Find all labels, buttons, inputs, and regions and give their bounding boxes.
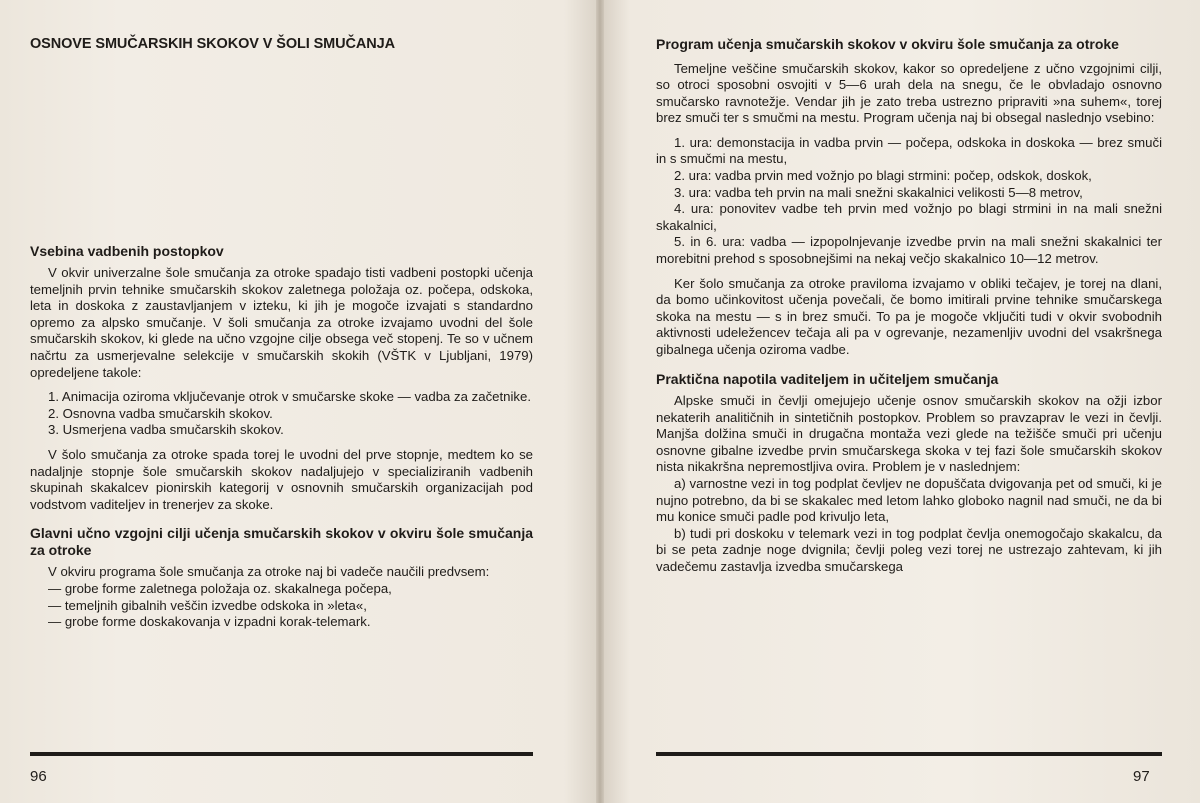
right-page-content	[656, 36, 1162, 576]
paragraph-program: Temeljne veščine smučarskih skokov, kakor so opredeljene z učno vzgojnimi cilji, so otroci sposobni osvojiti v 5—6 urah dela na snegu, če le obvladajo osnovno smučarsko ravnotežje. Vendar jih je zato treba ustrezno pripraviti »na suhem«, torej brez smuči ter s smučmi na mestu. Program učenja naj bi obsegal naslednjo vsebino:	[656, 60, 1162, 126]
paragraph-napotila: Alpske smuči in čevlji omejujejo učenje osnov smučarskih skokov na ožji izbor nekaterih analitičnih in sintetičnih postopkov. Problem so pravzaprav le vezi in čevlji. Manjša dolžina smuči in drugačna montaža vezi glede na težišče smuči pri učenju osnovne gibalne izvedbe prvin smučarskega skoka v tej fazi šole smučarskih skokov nista nikakršna nepremostljiva ovira. Problem je v naslednjem:	[656, 393, 1162, 475]
section-heading-vsebina: Vsebina vadbenih postopkov	[30, 242, 224, 259]
paragraph-tecaji: Ker šolo smučanja za otroke praviloma izvajamo v obliki tečajev, je torej na dlani, da bomo učinkovitost učenja povečali, če bomo imitirali prvine tehnike smučarskega skoka na mestu — s in brez smuči. To pa je mogoče vključiti tudi v okvir svobodnih aktivnosti udeležencev tečaja ali pa v ogrevanje, nezamenljiv uvodni del vsakršnega gibalnega učenja oziroma vadbe.	[656, 275, 1162, 357]
page-number: 96	[30, 768, 47, 785]
page-number: 97	[1133, 768, 1150, 785]
list-item: 4. ura: ponovitev vadbe teh prvin med vožnjo po blagi strmini in na mali snežni skakalnici,	[656, 201, 1162, 233]
list-item: 1. ura: demonstacija in vadba prvin — počepa, odskoka in doskoka — brez smuči in s smučmi na mestu,	[656, 134, 1162, 167]
book-gutter	[596, 0, 604, 803]
dash-item: — grobe forme zaletnega položaja oz. skakalnega počepa,	[48, 581, 392, 596]
footer-rule	[30, 752, 533, 756]
dash-item: — temeljnih gibalnih veščin izvedbe odskoka in »leta«,	[48, 597, 367, 613]
paragraph-cilji: V okviru programa šole smučanja za otroke naj bi vadeče naučili predvsem:	[48, 564, 490, 580]
list-item: 3. ura: vadba teh prvin na mali snežni skakalnici velikosti 5—8 metrov,	[674, 184, 1083, 200]
section-heading-cilji: Glavni učno vzgojni cilji učenja smučarskih skokov v okviru šole smučanja za otroke	[30, 525, 533, 558]
section-heading-program: Program učenja smučarskih skokov v okviru šole smučanja za otroke	[656, 36, 1119, 52]
footer-rule	[656, 752, 1162, 756]
item-a: a) varnostne vezi in tog podplat čevljev ne dopuščata dvigovanja pet od smuči, ki je nujno potrebno, da bi se skakalec med letom lahko globoko nagnil nad smuči, ne da bi mu konice smuči padle pod krivuljo leta,	[656, 476, 1162, 525]
list-item: 1. Animacija oziroma vključevanje otrok v smučarske skoke — vadba za začetnike.	[48, 389, 532, 405]
list-item: 2. Osnovna vadba smučarskih skokov.	[48, 405, 273, 421]
section-heading-napotila: Praktična napotila vaditeljem in učiteljem smučanja	[656, 370, 999, 387]
item-b: b) tudi pri doskoku v telemark vezi in tog podplat čevlja onemogočajo skakalcu, da bi se peta zadnje noge dvignila; čevlji poleg vezi torej ne ustrezajo zahtevam, ki jih vadečemu zastavlja izvedba smučarskega	[656, 525, 1162, 575]
page-title: OSNOVE SMUČARSKIH SKOKOV V ŠOLI SMUČANJA	[30, 36, 395, 52]
left-page-content	[30, 36, 533, 631]
paragraph-sola-smucanja: V šolo smučanja za otroke spada torej le uvodni del prve stopnje, medtem ko se nadaljnje stopnje šole smučarskih skokov nadaljujejo v specializiranih vadbenih skupinah skakalcev pionirskih kategorij v osnovnih smučarskih organizacijah pod vodstvom vaditeljev in trenerjev za skoke.	[30, 447, 533, 512]
dash-item: — grobe forme doskakovanja v izpadni korak-telemark.	[48, 614, 371, 630]
list-item: 2. ura: vadba prvin med vožnjo po blagi strmini: počep, odskok, doskok,	[674, 168, 1092, 184]
list-item: 5. in 6. ura: vadba — izpopolnjevanje izvedbe prvin na mali snežni skakalnici ter morebitni prehod s sposobnejšimi na nekaj večjo skakalnico 10—12 metrov.	[656, 234, 1162, 267]
list-item: 3. Usmerjena vadba smučarskih skokov.	[48, 422, 284, 438]
paragraph-vsebina: V okvir univerzalne šole smučanja za otroke spadajo tisti vadbeni postopki učenja temeljnih prvin tehnike smučarskih skokov zaletnega položaja oz. počepa, odskoka, leta in doskoka z zaustavljanjem v izteku, ki jih je mogoče izvajati s standardno opremo za alpsko smučanje. V šoli smučanja za otroke izvajamo uvodni del šole smučarskih skokov, ki glede na učno vzgojne cilje obsega več stopenj. Te so v učnem načrtu za usmerjevalne selekcije v smučarskih skokih (VŠTK v Ljubljani, 1979) opredeljene takole:	[30, 265, 533, 380]
